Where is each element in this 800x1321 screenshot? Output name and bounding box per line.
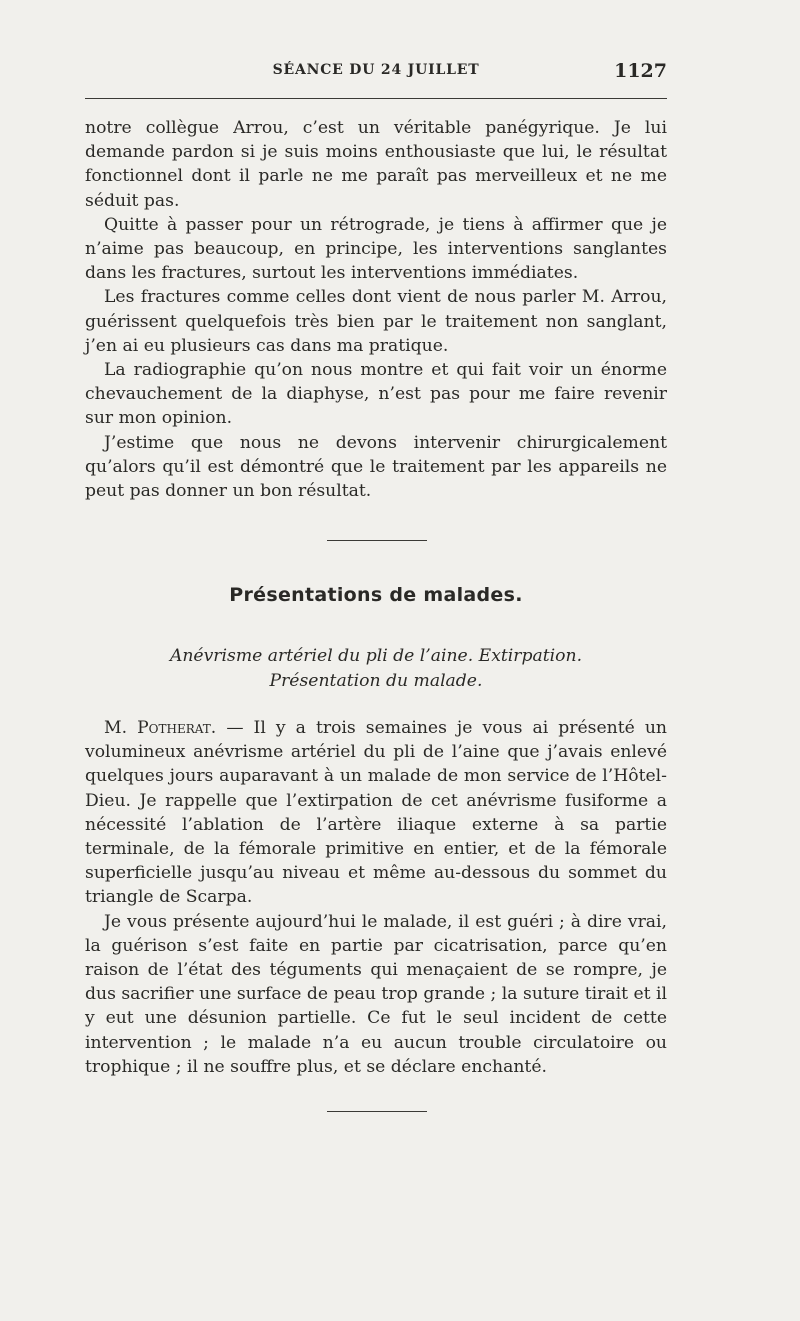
speaker-name: M. Potherat. — [104, 718, 217, 738]
paragraph — [85, 716, 667, 910]
subtitle-line: Anévrisme artériel du pli de l’aine. Extirpation. — [169, 646, 583, 666]
presentation-text — [85, 716, 667, 1079]
separator-rule — [327, 540, 427, 541]
paragraph: La radiographie qu’on nous montre et qui fait voir un énorme chevauchement de la diaphyse, n’est pas pour me faire revenir sur mon opinion. — [85, 360, 667, 429]
running-head: SÉANCE DU 24 JUILLET — [272, 62, 480, 78]
paragraph: Je vous présente aujourd’hui le malade, il est guéri ; à dire vrai, la guérison s’est faite en partie par cicatrisation, parce qu’en raison de l’état des téguments qui menaçaient de se rompre, je dus sacrifier une surface de peau trop grande ; la suture tirait et il y eut une désunion partielle. Ce fut le seul incident de cette intervention ; le malade n’a eu aucun trouble circulatoire ou trophique ; il ne souffre plus, et se déclare enchanté. — [85, 911, 667, 1077]
paragraph: J’estime que nous ne devons intervenir chirurgicalement qu’alors qu’il est démontré que le traitement par les appareils ne peut pas donner un bon résultat. — [85, 432, 667, 502]
paragraph-text: — Il y a trois semaines je vous ai présenté un volumineux anévrisme artériel du pli de l’aine que j’avais enlevé quelques jours auparavant à un malade de mon service de l’Hôtel-Dieu. Je rappelle que l’extirpation de cet anévrisme fusiforme a nécessité l’ablation de l’artère iliaque externe à sa partie terminale, de la fémorale primitive en entier, et de la fémorale superficielle jusqu’au niveau et même au-dessous du sommet du triangle de Scarpa. — [85, 718, 667, 908]
header-rule — [85, 98, 667, 99]
page-number: 1127 — [614, 60, 667, 82]
paragraph: Les fractures comme celles dont vient de nous parler M. Arrou, guérissent quelquefois très bien par le traitement non sanglant, j’en ai eu plusieurs cas dans ma pratique. — [85, 287, 667, 356]
subtitle-line: Présentation du malade. — [269, 671, 483, 691]
page-header — [85, 60, 667, 88]
discussion-text — [85, 116, 667, 503]
section-subtitle — [85, 644, 667, 694]
paragraph: notre collègue Arrou, c’est un véritable panégyrique. Je lui demande pardon si je suis moins enthousiaste que lui, le résultat fonctionnel dont il parle ne me paraît pas merveilleux et ne me séduit pas. — [85, 118, 667, 211]
section-title: Présentations de malades. — [229, 584, 523, 606]
paragraph: Quitte à passer pour un rétrograde, je tiens à affirmer que je n’aime pas beaucoup, en principe, les interventions sanglantes dans les fractures, surtout les interventions immédiates. — [85, 214, 667, 284]
separator-rule — [327, 1111, 427, 1112]
